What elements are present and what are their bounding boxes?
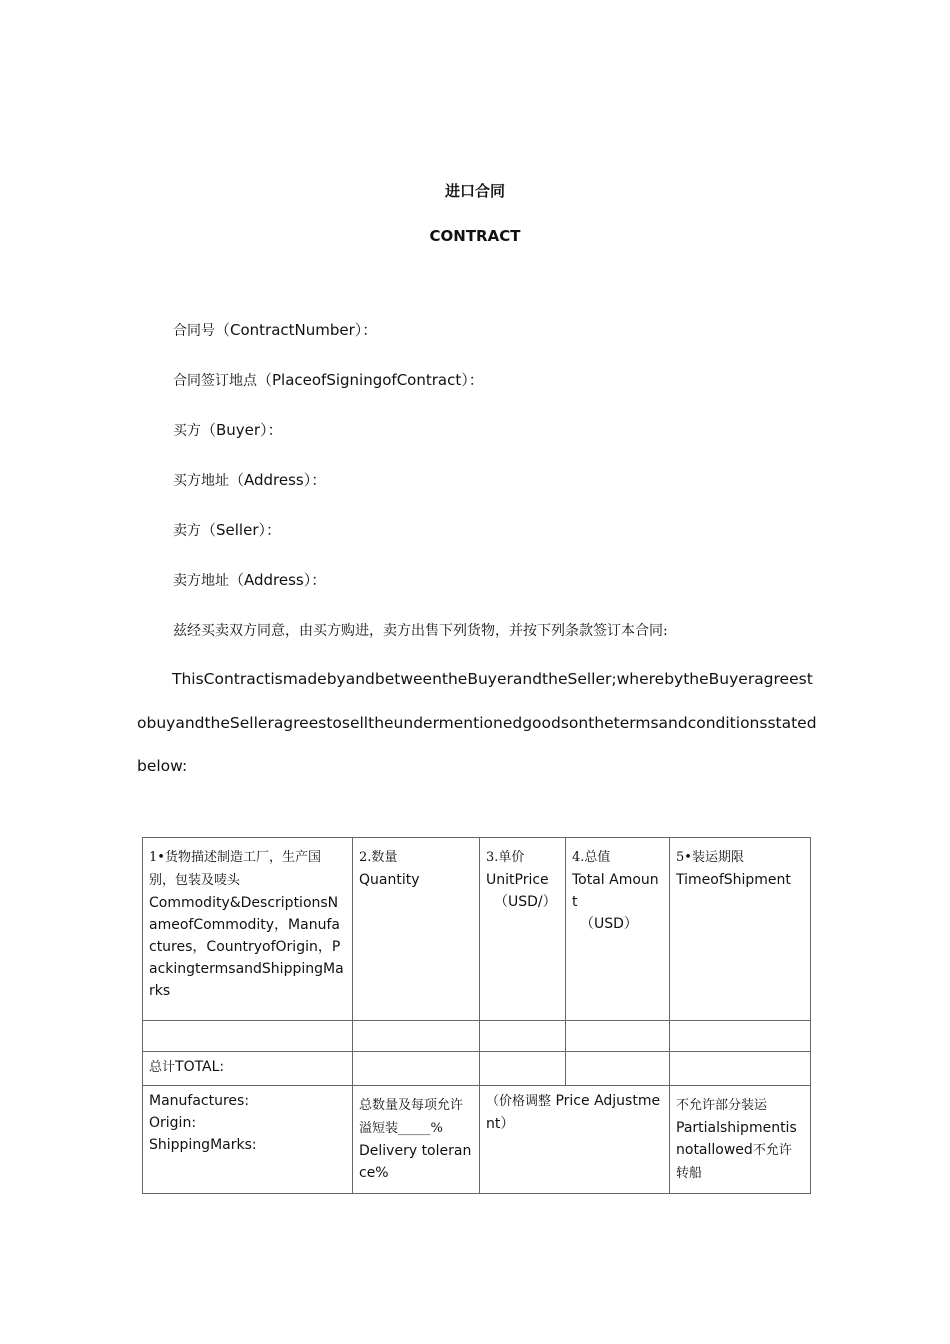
field-seller-address [173,569,326,590]
footer-details-cell [143,1086,353,1194]
field-contract-number-cn: 合同号 [173,323,215,339]
total-label-cn: 总计 [149,1060,176,1075]
table-cell[interactable] [670,1052,811,1086]
header-shipment-cn: 5•装运期限 [676,850,744,865]
footer-partial-shipment-cell [670,1086,811,1194]
header-total-amount-cn: 4.总值 [572,850,611,865]
header-total-amount-cell [566,838,670,1021]
agreement-chinese-text: 兹经买卖双方同意，由买方购进，卖方出售下列货物，并按下列条款签订本合同: [173,623,668,639]
header-commodity-cell [143,838,353,1021]
header-quantity-cell [353,838,480,1021]
table-cell[interactable] [353,1052,480,1086]
footer-tolerance-cn: 总数量及每项允许溢短装_____% [359,1098,464,1136]
field-contract-number-en: （ContractNumber）： [215,321,378,339]
header-unit-price-en: UnitPrice [486,872,549,888]
footer-partial-cn: 不允许部分装运 [676,1098,768,1113]
field-seller-cn: 卖方 [173,523,201,539]
field-seller [173,519,281,540]
footer-partial-en: Partialshipmentisnotallowed [676,1120,797,1158]
footer-price-adjustment-en: Price Adjustment） [486,1093,661,1132]
footer-manufactures: Manufactures: [149,1093,250,1109]
table-cell[interactable] [480,1052,566,1086]
footer-origin: Origin: [149,1115,197,1131]
field-buyer-address-en: （Address）： [229,471,327,489]
field-buyer-address [173,469,326,490]
footer-price-adjustment-cn: （价格调整 [486,1094,552,1109]
total-label-en: TOTAL: [175,1059,225,1075]
table-header-row [143,838,811,1021]
header-unit-price-currency: （USD/） [494,894,557,910]
header-total-amount-currency: （USD） [580,916,638,932]
table-row-footer [143,1086,811,1194]
header-shipment-cell [670,838,811,1021]
table-row-empty [143,1021,811,1052]
field-place-of-signing-en: （PlaceofSigningofContract）： [257,371,484,389]
field-seller-en: （Seller）： [201,521,281,539]
header-commodity-en: Commodity&DescriptionsNameofCommodity，Manufactures，CountryofOrigin，PackingtermsandShippingMarks [149,895,344,999]
field-buyer-en: （Buyer）： [201,421,283,439]
field-seller-address-cn: 卖方地址 [173,573,229,589]
field-buyer-address-cn: 买方地址 [173,473,229,489]
table-cell[interactable] [670,1021,811,1052]
goods-table [142,837,811,1194]
footer-tolerance-cell [353,1086,480,1194]
footer-price-adjustment-cell [480,1086,670,1194]
header-unit-price-cell [480,838,566,1021]
agreement-chinese [173,620,668,640]
total-label-cell [143,1052,353,1086]
table-cell[interactable] [566,1052,670,1086]
field-place-of-signing-cn: 合同签订地点 [173,373,257,389]
header-quantity-cn: 2.数量 [359,850,398,865]
table-cell[interactable] [143,1021,353,1052]
table-cell[interactable] [353,1021,480,1052]
title-chinese: 进口合同 [444,182,505,200]
agreement-english: ThisContractismadebyandbetweentheBuyerandtheSeller;wherebytheBuyeragreestobuyandtheSelleragreestoselltheundermentionedgoodsonthetermsandconditionsstatedbelow: [137,670,817,775]
field-place-of-signing [173,369,484,390]
header-commodity-cn: 1•货物描述制造工厂，生产国别，包装及唛头 [149,850,321,888]
header-quantity-en: Quantity [359,872,420,888]
field-seller-address-en: （Address）： [229,571,327,589]
footer-tolerance-en: Delivery tolerance% [359,1143,472,1181]
footer-transship-cn: 不允许转船 [676,1143,792,1181]
footer-shipping-marks: ShippingMarks: [149,1137,257,1153]
field-buyer [173,419,283,440]
header-total-amount-en: Total Amount [572,872,659,910]
field-buyer-cn: 买方 [173,423,201,439]
field-contract-number [173,319,377,340]
table-cell[interactable] [480,1021,566,1052]
table-cell[interactable] [566,1021,670,1052]
title-english: CONTRACT [429,227,521,245]
header-shipment-en: TimeofShipment [676,872,791,888]
header-unit-price-cn: 3.单价 [486,850,525,865]
table-row-total [143,1052,811,1086]
